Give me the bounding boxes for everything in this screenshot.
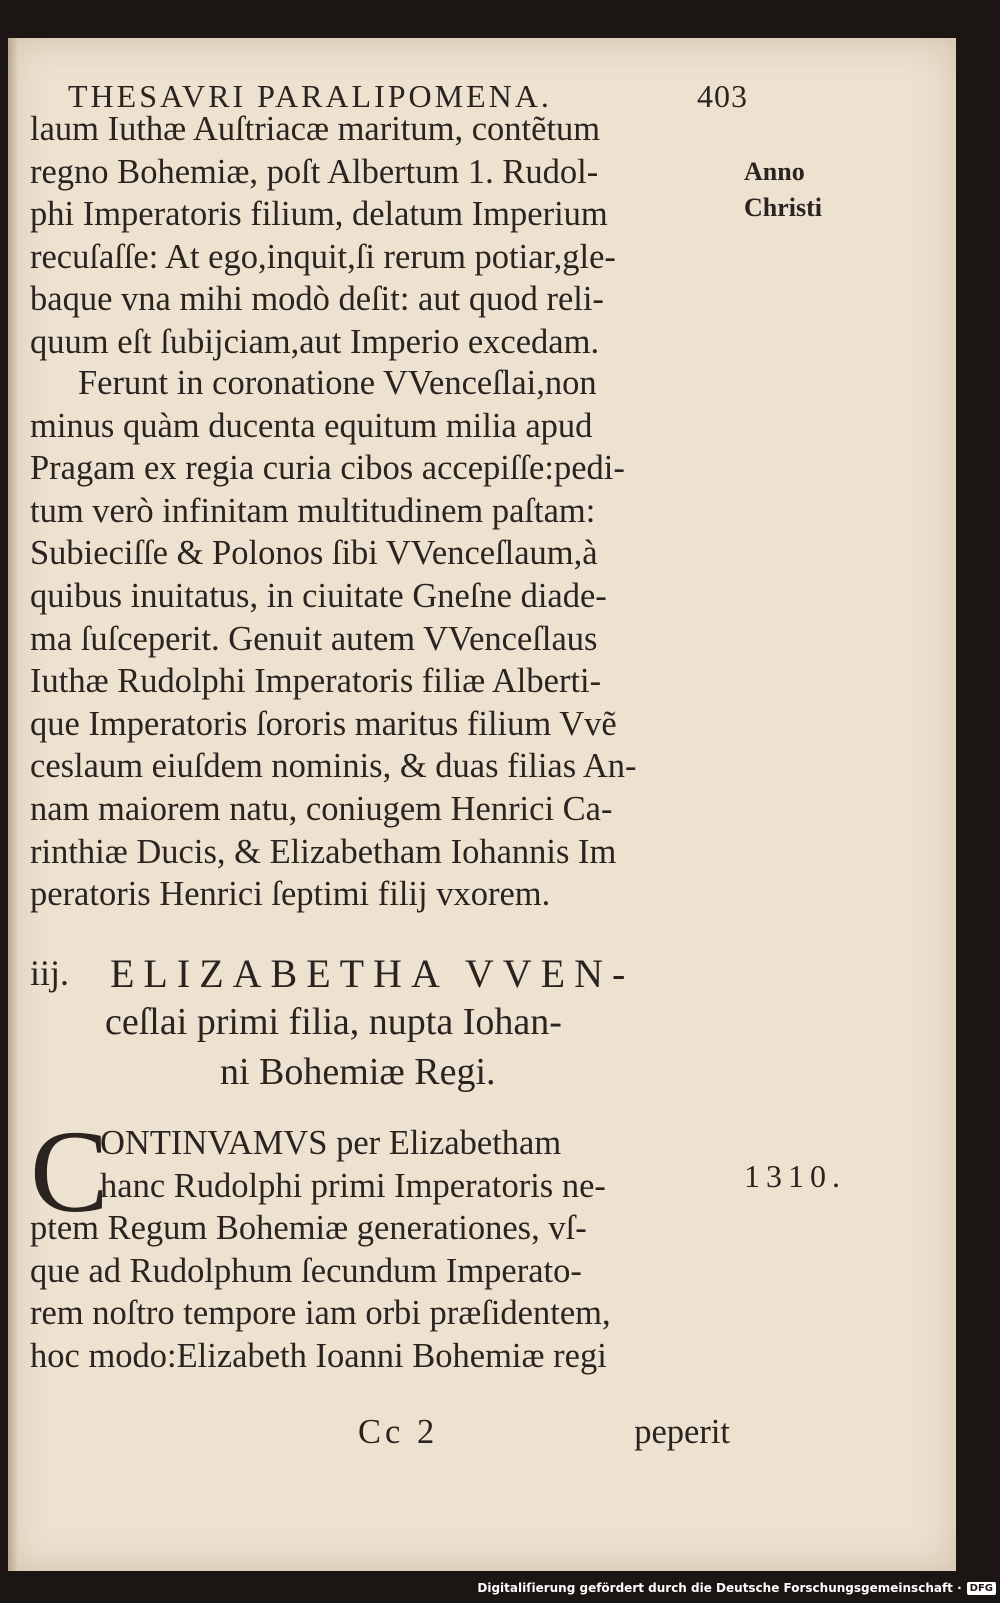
text-line: ptem Regum Bohemiæ generationes, vſ-: [30, 1209, 587, 1248]
paragraph-1: [30, 108, 730, 364]
text-line: nam maiorem natu, coniugem Henrici Ca-: [30, 789, 613, 828]
text-line: quum eſt ſubijciam,aut Imperio excedam.: [30, 322, 600, 361]
text-line: hanc Rudolphi primi Imperatoris ne-: [100, 1166, 606, 1205]
text-line: recuſaſſe: At ego,inquit,ſi rerum potiar,gle-: [30, 237, 616, 276]
text-line: Pragam ex regia curia cibos accepiſſe:pedi-: [30, 449, 625, 488]
running-title: THESAVRI PARALIPOMENA.: [68, 78, 552, 114]
text-line: Ferunt in coronatione VVenceſlai,non: [78, 364, 597, 402]
section-heading-line-3: ni Bohemiæ Regi.: [220, 1051, 496, 1093]
margin-note-year: 1310.: [744, 1158, 846, 1194]
catchword: peperit: [634, 1413, 730, 1451]
text-line: peratoris Henrici ſeptimi filij vxorem.: [30, 875, 551, 914]
text-line: quibus inuitatus, in ciuitate Gneſne diade-: [30, 576, 607, 615]
paragraph-3: [30, 1106, 730, 1378]
text-line: ma ſuſceperit. Genuit autem VVenceſlaus: [30, 619, 598, 658]
section-heading-line-2: ceſlai primi filia, nupta Iohan-: [105, 1001, 562, 1043]
text-line: que Imperatoris ſororis maritus filium Vvẽ: [30, 704, 617, 743]
text-line: ceslaum eiuſdem nominis, & duas filias An-: [30, 747, 637, 786]
text-line: ONTINVAMVS per Elizabetham: [100, 1124, 562, 1162]
margin-note-anno-christi: [744, 154, 822, 226]
text-line: regno Bohemiæ, poſt Albertum 1. Rudol-: [30, 152, 599, 191]
dfg-logo: DFG: [967, 1582, 996, 1595]
footer-text: Digitaliſierung gefördert durch die Deutsche Forschungsgemeinschaft ·: [477, 1581, 962, 1595]
text-line: baque vna mihi modò deſit: aut quod reli-: [30, 280, 604, 319]
text-line: tum verò infinitam multitudinem paſtam:: [30, 491, 596, 530]
text-line: hoc modo:Elizabeth Ioanni Bohemiæ regi: [30, 1336, 607, 1375]
text-line: rinthiæ Ducis, & Elizabetham Iohannis Im: [30, 832, 617, 871]
section-heading-line-1: ELIZABETHA VVEN-: [110, 951, 635, 996]
margin-anno: Anno: [744, 157, 805, 186]
text-line: laum Iuthæ Auſtriacæ maritum, contẽtum: [30, 110, 601, 148]
text-line: phi Imperatoris filium, delatum Imperium: [30, 195, 608, 234]
catch-line: [30, 1413, 730, 1458]
text-line: Subieciſſe & Polonos ſibi VVenceſlaum,à: [30, 534, 598, 573]
digitization-footer: [477, 1575, 996, 1601]
page-number: 403: [697, 78, 748, 114]
text-line: minus quàm ducenta equitum milia apud: [30, 406, 593, 445]
text-line: que ad Rudolphum ſecundum Imperato-: [30, 1251, 582, 1290]
text-line: rem noſtro tempore iam orbi præſidentem,: [30, 1294, 611, 1333]
drop-cap: C: [30, 1106, 109, 1237]
text-line: Iuthæ Rudolphi Imperatoris filiæ Alberti-: [30, 662, 602, 701]
margin-christi: Christi: [744, 193, 822, 222]
signature-mark: Cc 2: [358, 1413, 439, 1451]
section-number: iij.: [30, 953, 70, 993]
book-page: [8, 38, 956, 1571]
paragraph-2: [30, 362, 730, 916]
